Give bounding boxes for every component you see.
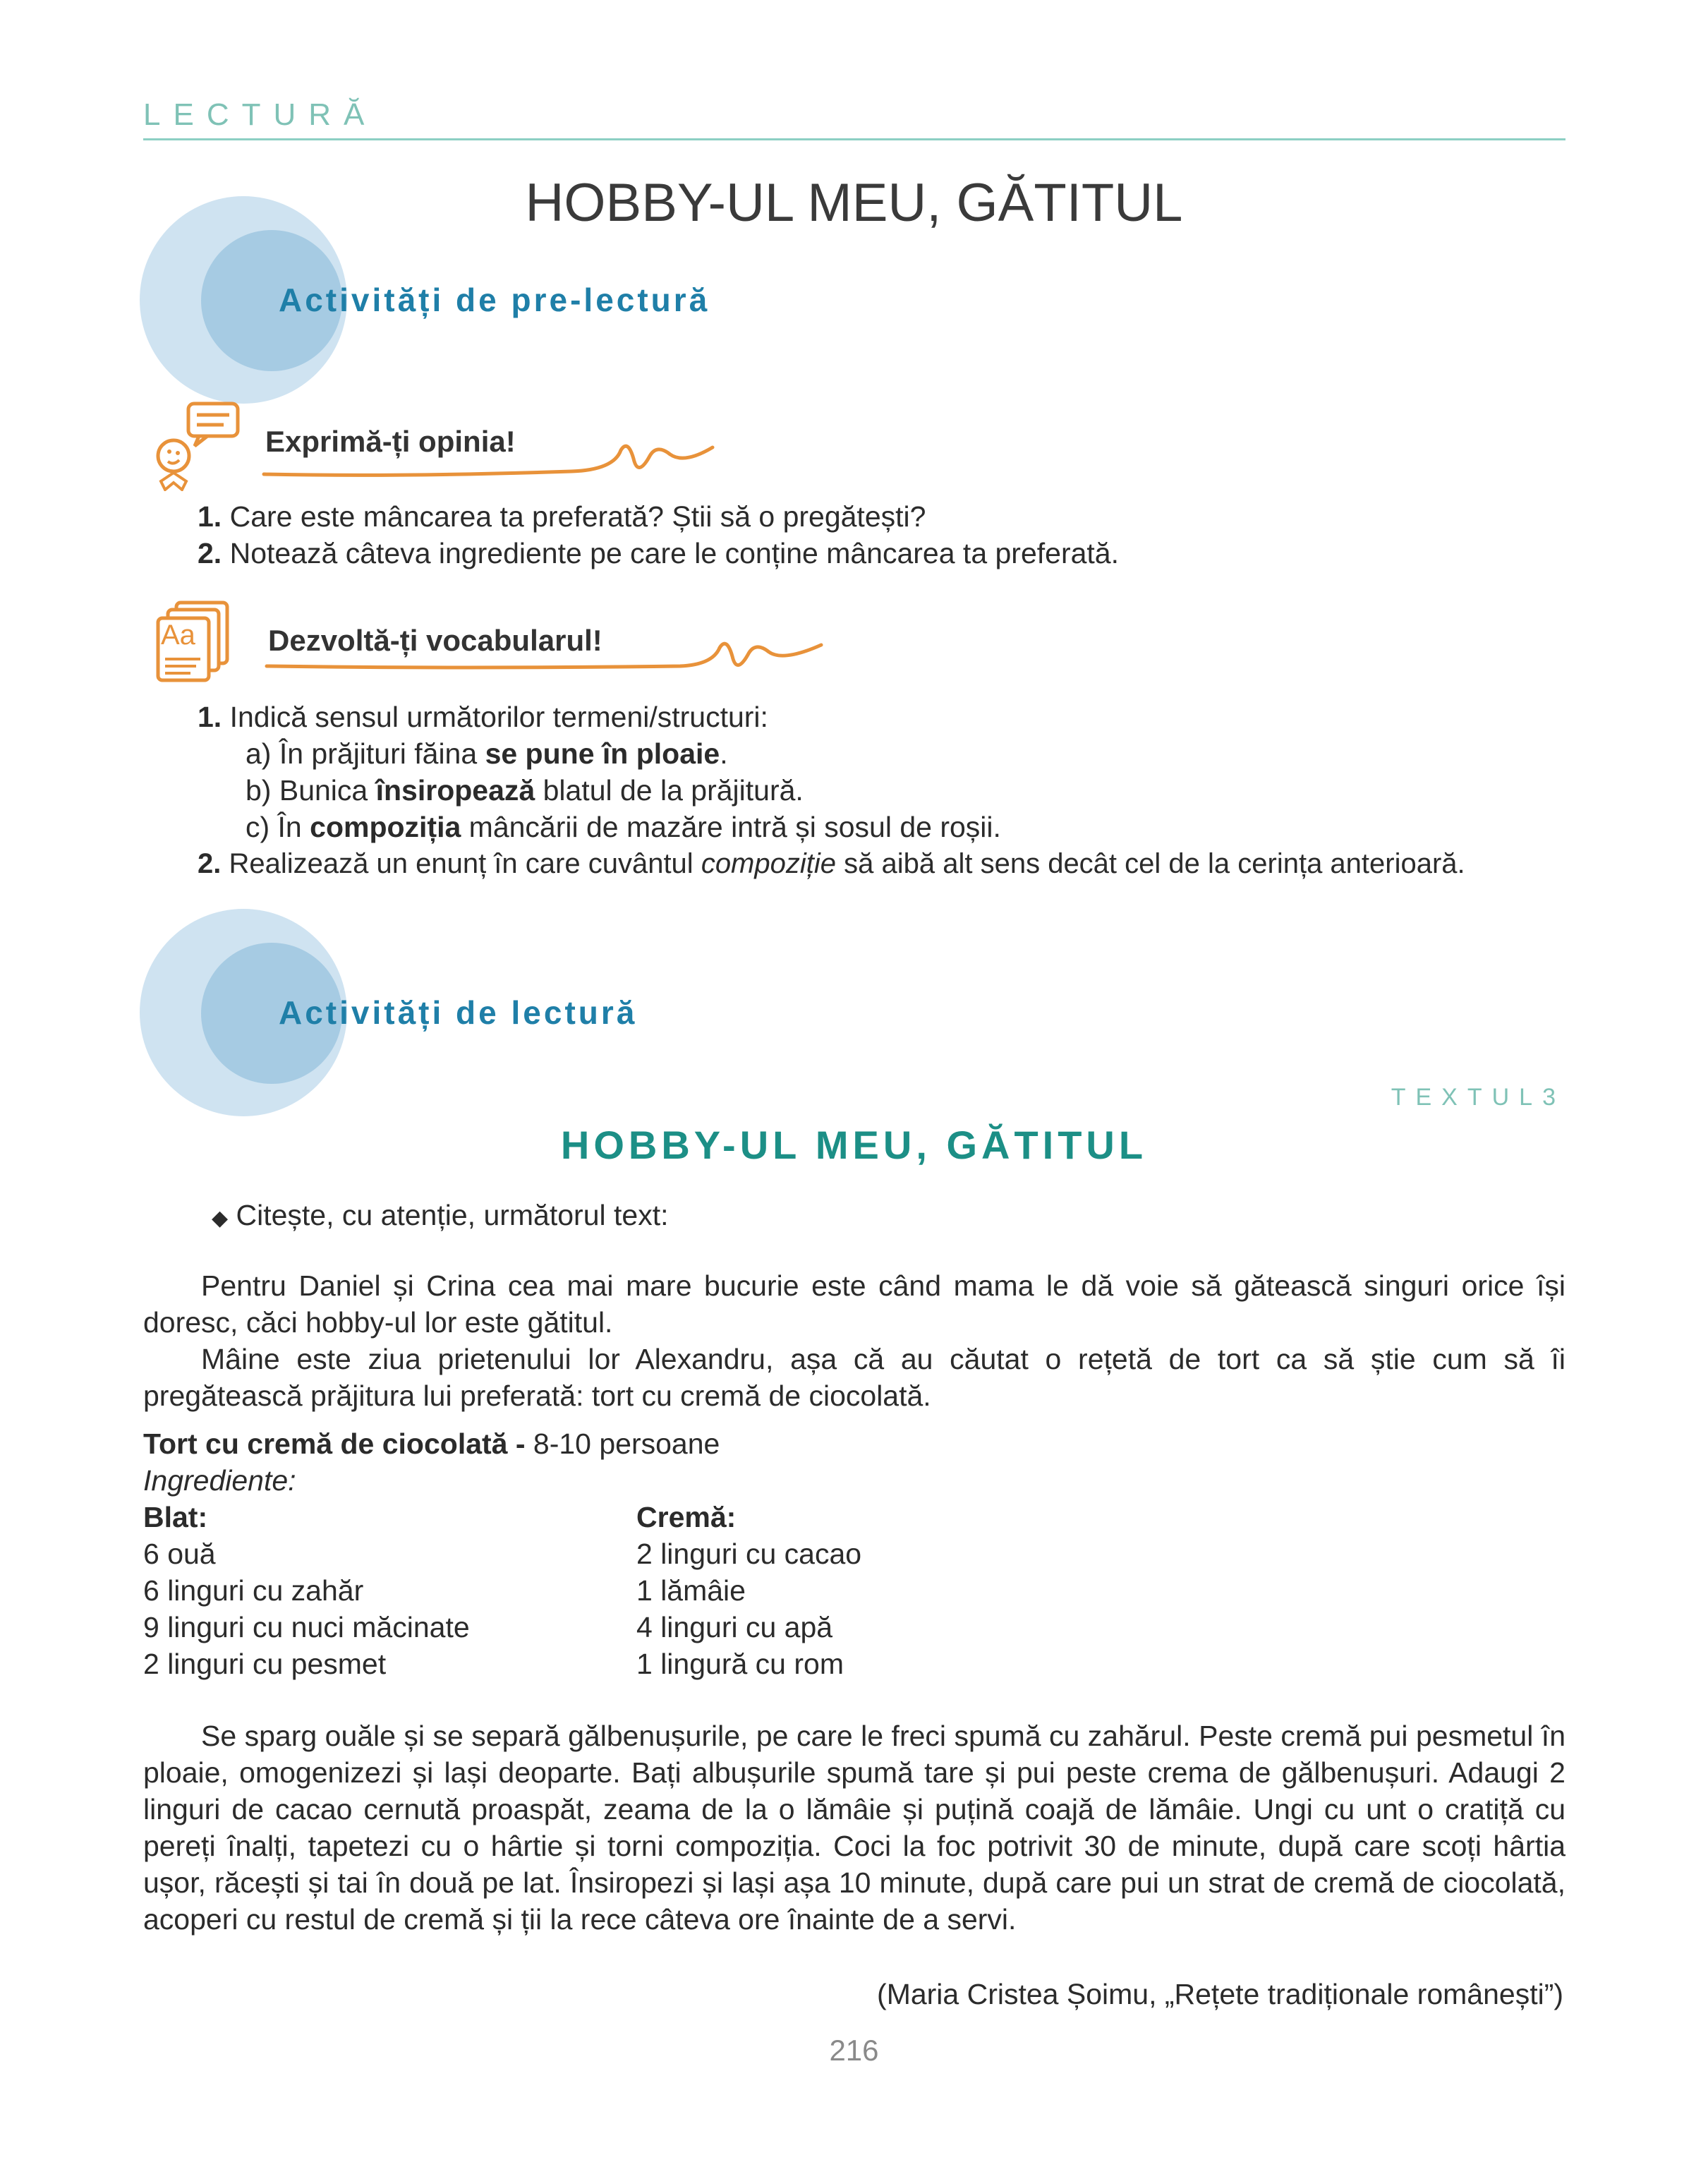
crema-item: 2 linguri cu cacao: [636, 1538, 862, 1570]
paragraph-2: Mâine este ziua prietenului lor Alexandru, așa că au căutat o rețetă de tort ca să știe cum să îi pregătească prăjitura lui preferată: tort cu cremă de ciocolată.: [143, 1343, 1565, 1412]
section-label: LECTURĂ: [143, 97, 377, 132]
diamond-bullet-icon: ◆: [212, 1207, 229, 1230]
vocab-question-1: 1. Indică sensul următorilor termeni/structuri:: [198, 701, 768, 733]
crema-item: 1 lingură cu rom: [636, 1648, 844, 1680]
blat-label: Blat:: [143, 1501, 208, 1533]
reading-heading: Activități de lectură: [279, 994, 638, 1031]
crema-item: 1 lămâie: [636, 1574, 746, 1607]
recipe-title: Tort cu cremă de ciocolată - 8-10 persoane: [143, 1427, 720, 1460]
header-rule: [143, 138, 1565, 140]
paragraph-1: Pentru Daniel și Crina cea mai mare bucurie este când mama le dă voie să gătească singuri orice își doresc, căci hobby-ul lor este gătitul.: [143, 1269, 1565, 1339]
page-number: 216: [829, 2034, 879, 2067]
crema-item: 4 linguri cu apă: [636, 1611, 833, 1643]
opinion-title: Exprimă-ți opinia!: [265, 425, 516, 458]
opinion-question-2: 2. Notează câteva ingrediente pe care le conține mâncarea ta preferată.: [198, 537, 1119, 569]
vocab-item-c: c) În compoziția mâncării de mazăre intră și sosul de roșii.: [246, 811, 1001, 843]
text-title: HOBBY-UL MEU, GĂTITUL: [560, 1123, 1148, 1167]
vocabulary-title: Dezvoltă-ți vocabularul!: [268, 624, 602, 657]
crema-label: Cremă:: [636, 1501, 737, 1533]
page-title: HOBBY-UL MEU, GĂTITUL: [525, 173, 1183, 233]
squiggle-decoration: [264, 635, 828, 677]
reading-instruction: ◆ Citește, cu atenție, următorul text:: [212, 1199, 669, 1231]
ingredients-label: Ingrediente:: [143, 1464, 296, 1497]
squiggle-decoration: [261, 437, 720, 480]
vocab-question-2: 2. Realizează un enunț în care cuvântul compoziție să aibă alt sens decât cel de la cerința anterioară.: [198, 848, 1465, 879]
opinion-question-1: 1. Care este mâncarea ta preferată? Știi să o pregătești?: [198, 500, 926, 533]
vocab-item-b: b) Bunica însiropează blatul de la prăjitură.: [246, 774, 804, 807]
blat-item: 6 ouă: [143, 1538, 216, 1570]
paragraph-3: Se sparg ouăle și se separă gălbenușurile, pe care le freci spumă cu zahărul. Peste cremă pui pesmetul în ploaie, omogenizezi și lași deoparte. Bați albușurile spumă tare și pui peste crema de gălbenușuri. Adaugi 2 linguri de cacao cernută proaspăt, zeama de la o lămâie și puțină coajă de lămâie. Ungi cu unt o cratiță cu pereți înalți, tapetezi cu o hârtie și torni compoziția. Coci la foc potrivit 30 de minute, după care scoți hârtia ușor, răcești și tai în două pe lat. Însiropezi și lași așa 10 minute, după care pui un strat de cremă de ciocolată, acoperi cu restul de cremă și ții la rece câteva ore înainte de a servi.: [143, 1720, 1565, 1936]
blat-item: 6 linguri cu zahăr: [143, 1574, 364, 1607]
vocab-item-a: a) În prăjituri făina se pune în ploaie.: [246, 737, 728, 770]
text-label: TEXTUL3: [1391, 1084, 1565, 1111]
source-citation: (Maria Cristea Șoimu, „Rețete tradiționale românești”): [877, 1978, 1563, 2010]
pre-reading-heading: Activități de pre-lectură: [279, 282, 710, 318]
speech-bubble-icon: [150, 399, 241, 491]
blat-item: 2 linguri cu pesmet: [143, 1648, 387, 1680]
vocabulary-icon-letters: Aa: [161, 620, 195, 651]
blat-item: 9 linguri cu nuci măcinate: [143, 1611, 470, 1643]
